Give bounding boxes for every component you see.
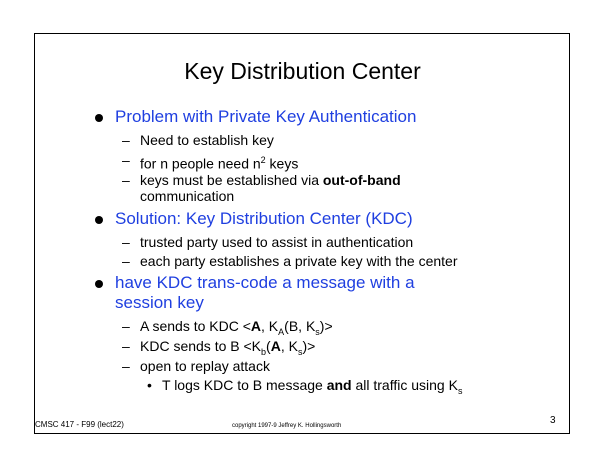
dash-marker: – — [122, 358, 130, 374]
dash-marker: – — [122, 318, 130, 334]
bullet-dot-3 — [95, 280, 103, 288]
dash-marker: – — [122, 172, 130, 188]
bullet-dot-1 — [95, 114, 103, 122]
dash-marker: – — [122, 253, 130, 269]
bullet-3-text: have KDC trans-code a message with a session key — [115, 273, 415, 312]
dash-marker: – — [122, 132, 130, 148]
bullet-dot-2 — [95, 216, 103, 224]
footer-copyright: copyright 1997-9 Jeffrey K. Hollingsworth — [232, 423, 342, 429]
slide-title: Key Distribution Center — [184, 58, 421, 84]
bullet-marker: • — [147, 377, 152, 393]
dash-marker: – — [122, 234, 130, 250]
bullet-1-text: Problem with Private Key Authentication — [115, 107, 417, 126]
page-number: 3 — [550, 415, 556, 426]
dash-marker: – — [122, 152, 130, 168]
bullet-2-text: Solution: Key Distribution Center (KDC) — [115, 209, 413, 228]
footer-course: CMSC 417 - F99 (lect22) — [35, 420, 124, 429]
dash-marker: – — [122, 338, 130, 354]
